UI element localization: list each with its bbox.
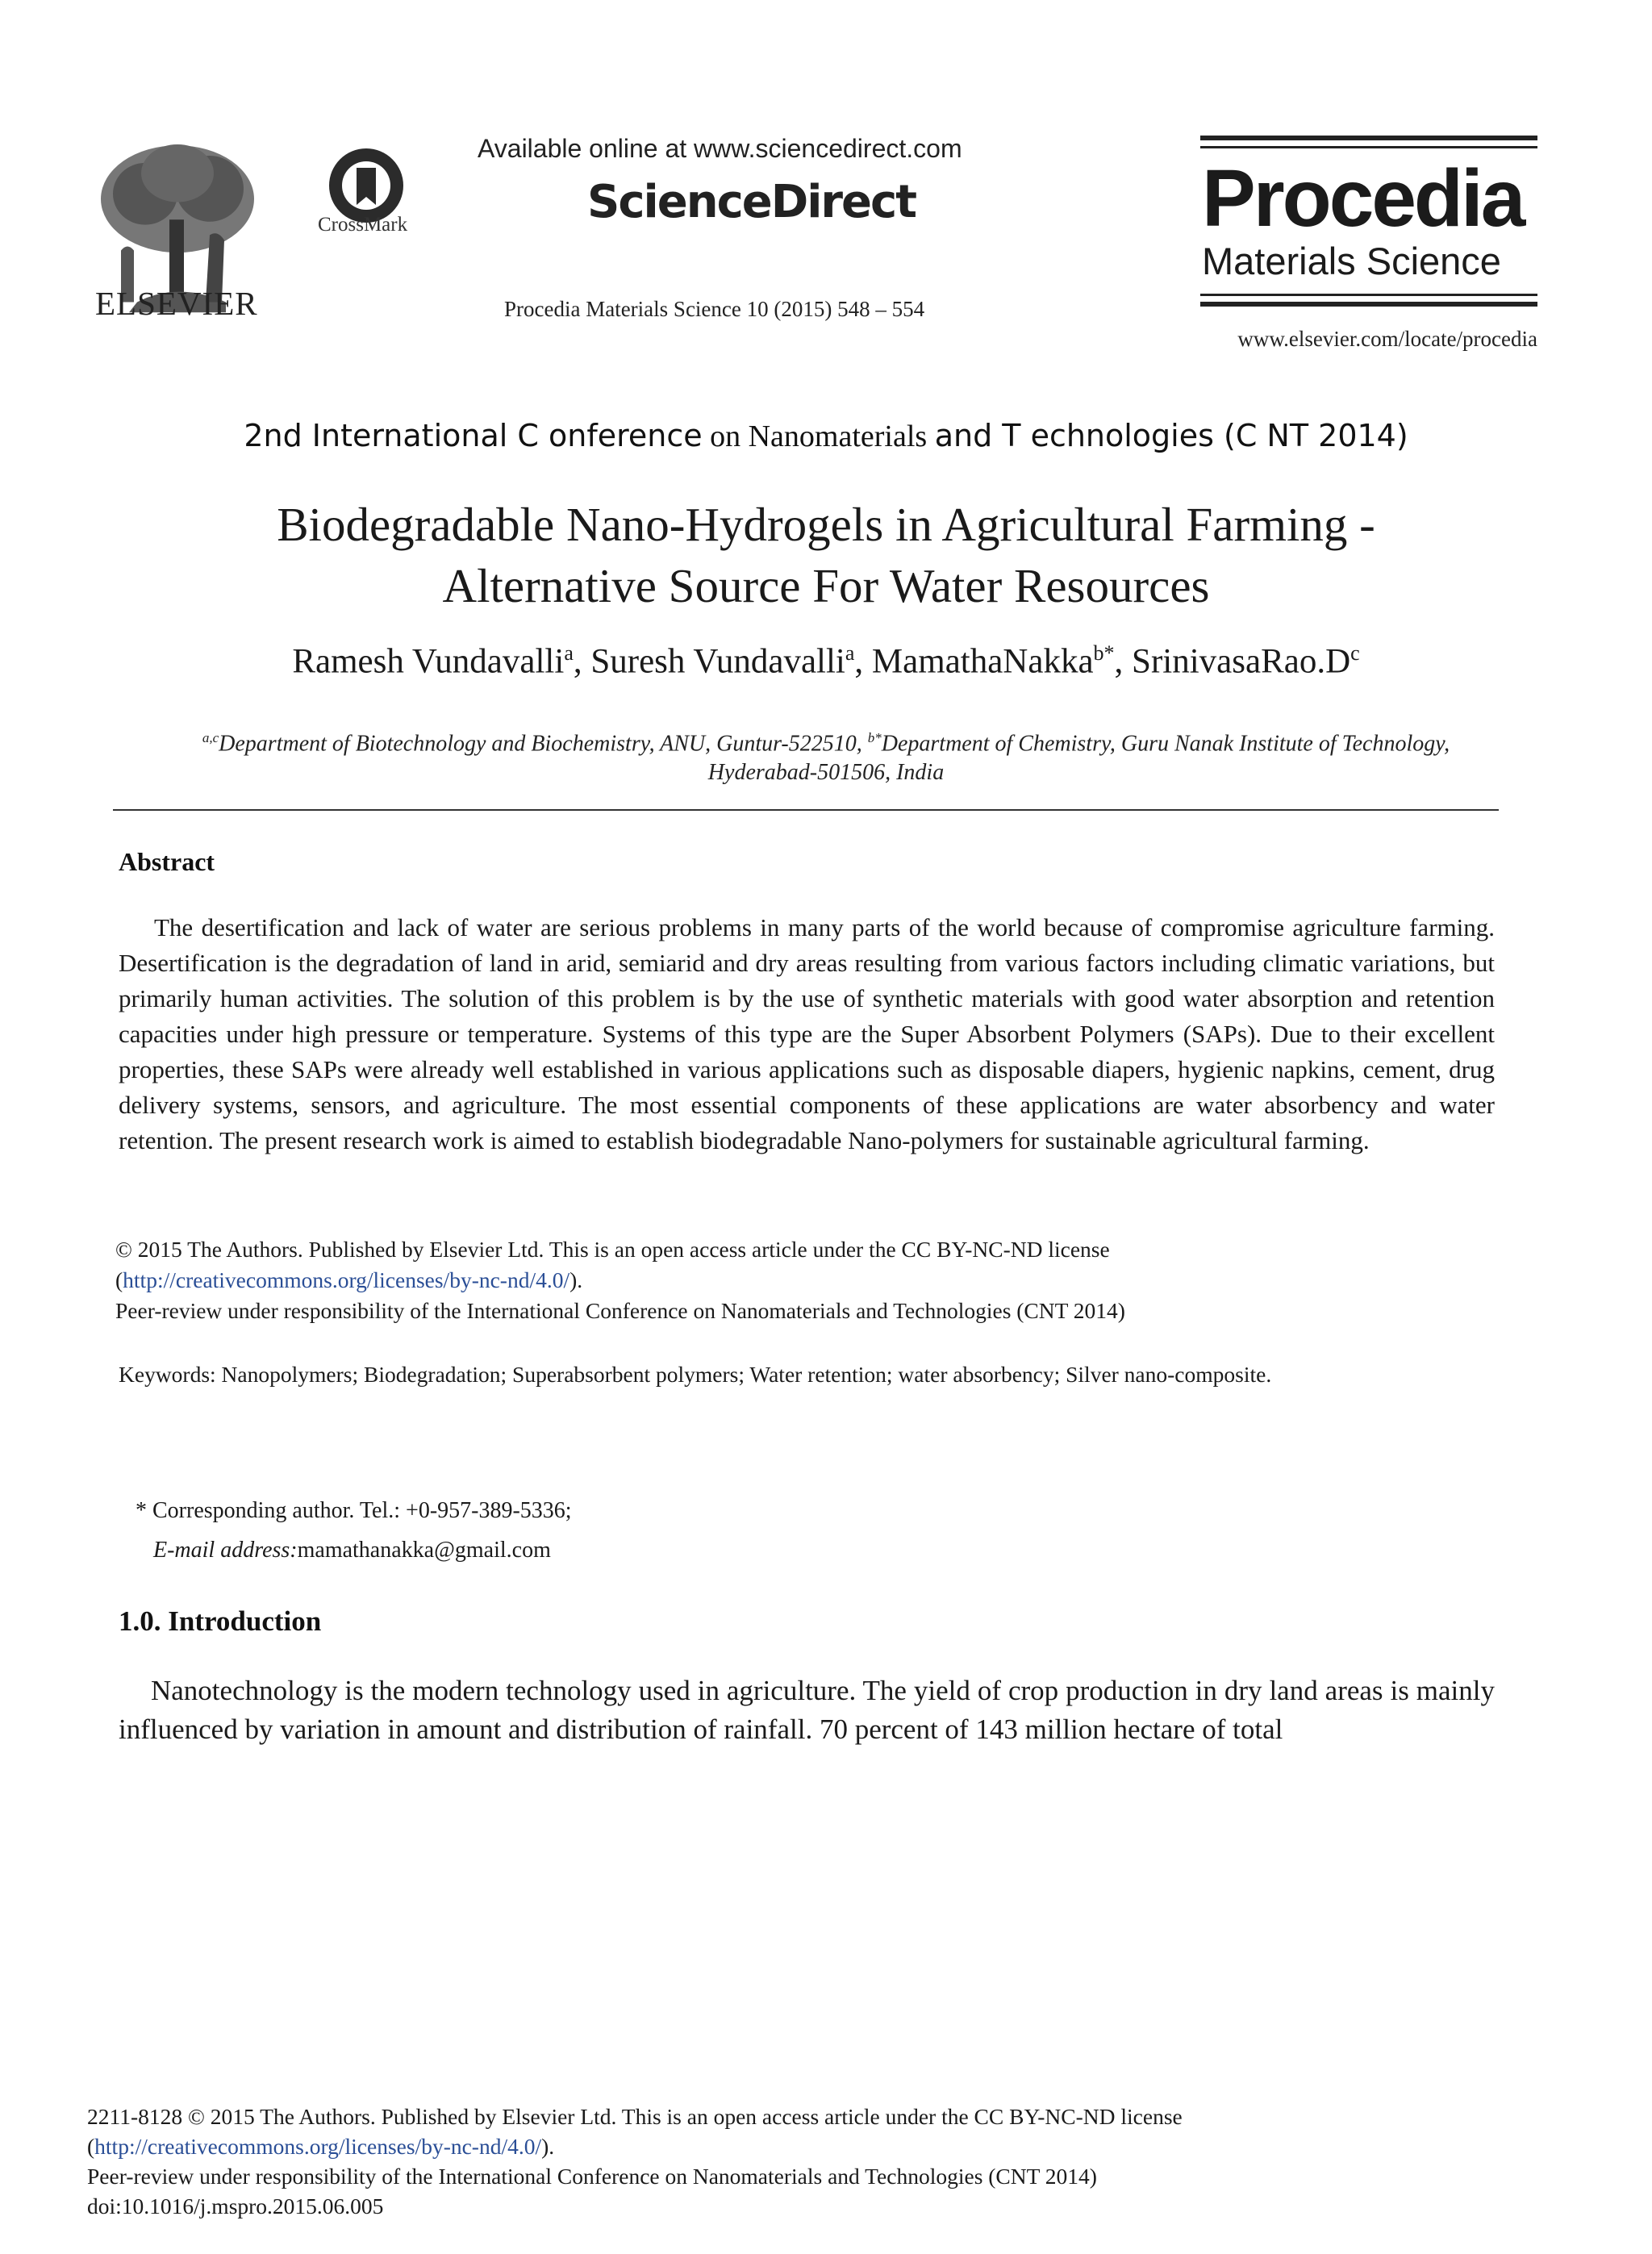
copyright-notice <box>115 1234 1535 1326</box>
conference-part2: on Nanomaterials <box>702 419 935 453</box>
header-divider <box>113 809 1499 811</box>
masthead-rule <box>1200 294 1537 296</box>
journal-reference: Procedia Materials Science 10 (2015) 548 – 554 <box>504 297 925 321</box>
paren-close: ). <box>569 1267 583 1292</box>
affil-mark: b* <box>867 730 882 745</box>
affiliation-line-2: Hyderabad-501506, India <box>707 760 945 786</box>
author-separator: , <box>854 642 872 681</box>
email-line <box>153 1538 551 1563</box>
sciencedirect-logo[interactable]: ScienceDirect <box>587 176 916 228</box>
author-affil-mark: a <box>564 641 574 665</box>
corresponding-author: * Corresponding author. Tel.: +0-957-389-5336; <box>136 1498 572 1523</box>
procedia-wordmark: Procedia <box>1202 153 1524 244</box>
footer-doi[interactable]: doi:10.1016/j.mspro.2015.06.005 <box>87 2193 384 2219</box>
paren-open: ( <box>115 1267 123 1292</box>
email-address[interactable]: mamathanakka@gmail.com <box>297 1538 551 1563</box>
keywords: Keywords: Nanopolymers; Biodegradation; Superabsorbent polymers; Water retention; water absorbency; Silver nano-composite. <box>119 1362 1272 1387</box>
elsevier-url-link[interactable]: www.elsevier.com/locate/procedia <box>1237 327 1537 351</box>
available-online-text: Available online at www.sciencedirect.com <box>478 134 962 163</box>
paren-close: ). <box>541 2134 555 2159</box>
crossmark-label: CrossMark <box>318 214 408 236</box>
introduction-body: Nanotechnology is the modern technology used in agriculture. The yield of crop production in dry land areas is mainly influenced by variation in amount and distribution of rainfall. 70 percent of 143 million hectare of total <box>119 1675 1495 1745</box>
affiliation-text: Department of Biotechnology and Biochemistry, ANU, Guntur-522510, <box>219 731 868 757</box>
introduction-heading: 1.0. Introduction <box>119 1605 322 1637</box>
author-list <box>0 641 1652 681</box>
author-separator: , <box>1114 642 1133 681</box>
title-line-2: Alternative Source For Water Resources <box>442 559 1210 612</box>
paper-title <box>0 494 1652 616</box>
author-separator: , <box>573 642 591 681</box>
affil-mark: a,c <box>202 730 219 745</box>
procedia-subtitle: Materials Science <box>1202 240 1501 282</box>
masthead-rule <box>1200 136 1537 140</box>
page-footer <box>87 2102 1579 2221</box>
elsevier-wordmark: ELSEVIER <box>95 285 258 322</box>
peer-review-line: Peer-review under responsibility of the International Conference on Nanomaterials and Technologies (CNT 2014) <box>115 1298 1125 1323</box>
conference-name <box>0 418 1652 454</box>
masthead-rule <box>1200 302 1537 307</box>
title-line-1: Biodegradable Nano-Hydrogels in Agricultural Farming - <box>277 498 1375 551</box>
masthead-rule <box>1200 146 1537 148</box>
author-name: Suresh Vundavalli <box>590 642 845 681</box>
affiliation-text: Department of Chemistry, Guru Nanak Institute of Technology, <box>881 731 1450 757</box>
abstract-heading: Abstract <box>119 847 215 876</box>
procedia-masthead <box>1200 136 1537 307</box>
paren-open: ( <box>87 2134 95 2159</box>
conference-part1: 2nd International C onference <box>244 418 703 453</box>
footer-issn-line: 2211-8128 © 2015 The Authors. Published by Elsevier Ltd. This is an open access article under the CC BY-NC-ND license <box>87 2104 1183 2129</box>
email-label: E-mail address: <box>153 1538 298 1563</box>
affiliations <box>113 724 1539 787</box>
author-name: SrinivasaRao.D <box>1132 642 1351 681</box>
conference-part3: and T echnologies (C NT 2014) <box>934 418 1408 453</box>
author-affil-mark: c <box>1350 641 1360 665</box>
footer-peer-review: Peer-review under responsibility of the International Conference on Nanomaterials and Technologies (CNT 2014) <box>87 2164 1097 2189</box>
author-name: Ramesh Vundavalli <box>292 642 565 681</box>
author-name: MamathaNakka <box>871 642 1094 681</box>
author-affil-mark: a <box>845 641 855 665</box>
footer-license-link[interactable]: http://creativecommons.org/licenses/by-nc-nd/4.0/ <box>94 2134 542 2159</box>
abstract-body: The desertification and lack of water are serious problems in many parts of the world because of compromise agriculture farming. Desertification is the degradation of land in arid, semiarid and dry areas resulting from various factors including climatic variations, but primarily human activities. The solution of this problem is by the use of synthetic materials with good water absorption and retention capacities under high pressure or temperature. Systems of this type are the Super Absorbent Polymers (SAPs). Due to their excellent properties, these SAPs were already well established in various applications such as disposable diapers, hygienic napkins, cement, drug delivery systems, sensors, and agriculture. The most essential components of these applications are water absorbency and water retention. The present research work is aimed to establish biodegradable Nano-polymers for sustainable agricultural farming. <box>119 913 1495 1154</box>
license-link[interactable]: http://creativecommons.org/licenses/by-nc-nd/4.0/ <box>123 1267 570 1292</box>
copyright-line: © 2015 The Authors. Published by Elsevier Ltd. This is an open access article under the CC BY-NC-ND license <box>115 1237 1110 1262</box>
author-affil-mark: b* <box>1093 641 1115 665</box>
